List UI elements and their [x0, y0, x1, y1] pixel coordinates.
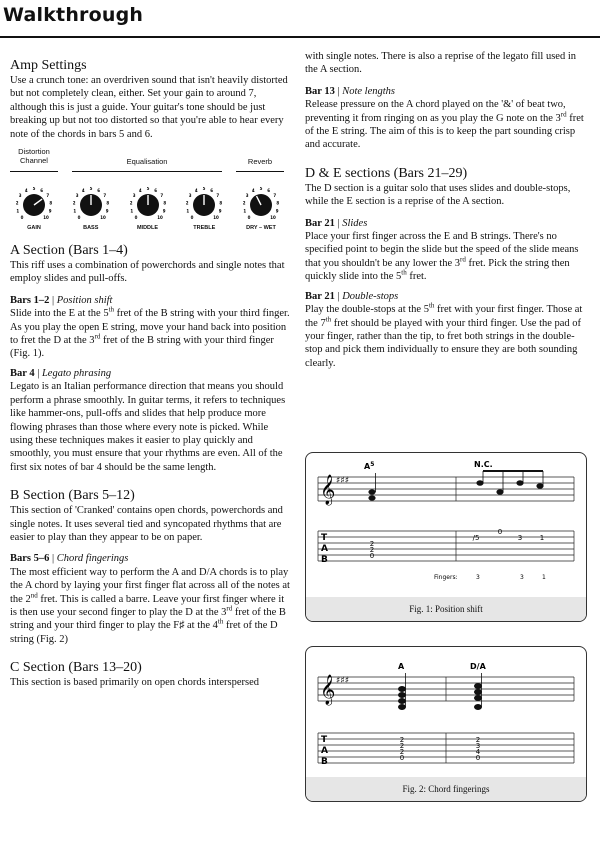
- knob-scale-tick: 0: [190, 215, 194, 221]
- knob-label: TREBLE: [193, 225, 216, 232]
- figure-2-notation: [306, 647, 586, 777]
- svg-text:0: 0: [399, 754, 405, 762]
- page-header: [0, 0, 600, 38]
- knob-scale-tick: 1: [186, 208, 190, 214]
- svg-text:B: B: [321, 555, 328, 565]
- knob-scale-tick: 5: [89, 187, 93, 192]
- bar-21-doublestops-title: Bar 21 | Double-stops: [305, 290, 399, 302]
- svg-text:0: 0: [475, 754, 481, 762]
- amp-group-labels: [10, 147, 292, 183]
- amp-settings-heading: Amp Settings: [10, 58, 87, 73]
- amp-settings-panel: [10, 147, 292, 231]
- reverb-rule: [236, 171, 284, 172]
- svg-text:2: 2: [369, 546, 375, 554]
- knob-scale-tick: 4: [81, 187, 85, 193]
- figure-1: [305, 452, 587, 622]
- bar-4-title: Bar 4 | Legato phrasing: [10, 367, 112, 379]
- svg-text:/5: /5: [472, 534, 480, 542]
- bars-5-6-title: Bars 5–6 | Chord fingerings: [10, 553, 129, 565]
- svg-text:4: 4: [475, 748, 481, 756]
- key-signature: ♯♯♯: [336, 476, 350, 486]
- knob-scale-tick: 8: [276, 200, 280, 206]
- chord-a-label: A: [398, 662, 405, 671]
- chord-a5-label: $A^5$: [364, 461, 375, 471]
- knob-scale-tick: 6: [210, 187, 214, 193]
- treble-clef-icon: 𝄞: [320, 475, 336, 505]
- knob-dial: [67, 187, 115, 223]
- knob-scale-tick: 2: [129, 200, 133, 206]
- knob-gain: [10, 187, 58, 231]
- knob-scale-tick: 9: [162, 208, 166, 214]
- knob-scale-tick: 0: [77, 215, 81, 221]
- chord-a-notes: [398, 673, 405, 710]
- bar-21-slides-body: Place your first finger across the E and B strings. There's no specified point to begin the slide but the speed of the slide means that you shouldn't be any lower the 3rd fret. Pick the string then quickly slide into the 5th fret.: [305, 231, 579, 283]
- svg-text:0: 0: [497, 528, 503, 536]
- bars-1-2-title: Bars 1–2 | Position shift: [10, 294, 113, 306]
- svg-text:2: 2: [399, 736, 405, 744]
- knob-scale-tick: 5: [259, 187, 263, 192]
- amp-settings-body: Use a crunch tone: an overdriven sound that isn't heavily distorted but not completely clean, either. Set your gain to around 7, although this is just a guide. Your guitar's tone should be just breaking up but not too distorted so that you're able to hear every note of the chords in bars 5 and 6.: [10, 75, 288, 140]
- knob-scale-tick: 10: [99, 215, 106, 221]
- knob-scale-tick: 9: [275, 208, 279, 214]
- knob-label: MIDDLE: [136, 225, 159, 232]
- knob-label: BASS: [83, 225, 99, 232]
- svg-text:3: 3: [475, 742, 481, 750]
- knob-scale-tick: 4: [251, 187, 255, 193]
- fingering-row: [434, 574, 546, 581]
- knob-scale-tick: 2: [72, 200, 76, 206]
- bar-13-title: Bar 13 | Note lengths: [305, 85, 396, 97]
- key-signature: ♯♯♯: [336, 676, 350, 686]
- treble-clef-icon: 𝄞: [320, 675, 336, 705]
- bar-13-body: Release pressure on the A chord played on the '&' of beat two, preventing it from ringing on as you play the G note on the 3rd fret of the E string. The aim of this is to keep the part sounding crisp and accurate.: [305, 99, 584, 151]
- knob-scale-tick: 3: [189, 193, 192, 199]
- knob-scale-tick: 3: [245, 193, 249, 199]
- svg-text:2: 2: [399, 742, 405, 750]
- svg-text:A: A: [321, 544, 328, 554]
- bar-21-slides-title: Bar 21 | Slides: [305, 217, 368, 229]
- figure-1-caption: Fig. 1: Position shift: [306, 597, 586, 621]
- knob-scale-tick: 5: [146, 187, 149, 192]
- a-section-heading: A Section (Bars 1–4): [10, 243, 128, 259]
- knob-scale-tick: 7: [103, 193, 106, 199]
- knob-scale-tick: 2: [15, 200, 19, 206]
- knob-scale-tick: 7: [216, 193, 220, 199]
- knob-middle: [124, 187, 172, 231]
- knob-scale-tick: 8: [219, 200, 223, 206]
- reverb-label: Reverb: [247, 157, 273, 167]
- de-section-heading: D & E sections (Bars 21–29): [305, 165, 468, 181]
- knob-dial: [180, 187, 228, 223]
- knob-scale-tick: 10: [213, 215, 220, 221]
- knob-scale-tick: 0: [20, 215, 24, 221]
- b-section-body: This section of 'Cranked' contains open chords, powerchords and single notes. It uses several tied and syncopated rhythms that are easier to play than they appear to be on paper.: [10, 505, 283, 543]
- knob-scale-tick: 7: [273, 193, 277, 199]
- knob-scale-tick: 2: [186, 200, 189, 206]
- knob-bass: [67, 187, 115, 231]
- knob-scale-tick: 0: [134, 215, 137, 221]
- knob-dial: [124, 187, 172, 223]
- de-section-body: The D section is a guitar solo that uses slides and double-stops, while the E section is a reprise of the A section.: [305, 182, 571, 208]
- knob-scale-tick: 8: [162, 200, 166, 206]
- knob-scale-tick: 0: [247, 215, 251, 221]
- svg-text:A: A: [321, 746, 328, 756]
- bar-4-body: Legato is an Italian performance direction that means you should perform a phrase smoothly. In guitar terms, it refers to techniques like hammer-ons, pull-offs and slides that help produce more flowing phrases than those where every note is picked. While using these techniques makes it easier to play quickly and smoothly, you must ensure that your rhythms are even. All of the first six notes of bar 4 should be the same length.: [10, 381, 286, 473]
- knob-scale-tick: 7: [46, 193, 50, 199]
- a-section-body: This riff uses a combination of powerchords and single notes that employ slides and pull-offs.: [10, 260, 285, 285]
- bars-5-6-body: The most efficient way to perform the A and D/A chords is to play the A chord by laying your first finger flat across all of the notes at the 2nd fret. This is called a barre. Leave your first finger where it is then use your second finger to play the D at the 3rd fret of the B string and your third finger to play the F♯ at the 4th fret of the D string (Fig. 2): [10, 566, 290, 645]
- knob-scale-tick: 10: [270, 215, 276, 221]
- knob-scale-tick: 10: [156, 215, 163, 221]
- svg-text:Fingers:: Fingers:: [434, 574, 458, 581]
- right-column: [305, 50, 589, 370]
- knob-scale-tick: 1: [16, 208, 20, 214]
- equalisation-rule: [72, 171, 222, 172]
- knob-label: GAIN: [27, 225, 41, 232]
- c-section-body-start: This section is based primarily on open chords interspersed: [10, 677, 260, 689]
- svg-text:3: 3: [476, 574, 480, 581]
- knob-scale-tick: 1: [243, 208, 247, 214]
- knob-scale-tick: 8: [49, 200, 53, 206]
- svg-text:3: 3: [520, 574, 524, 581]
- left-column: [10, 58, 292, 690]
- knob-row: [10, 187, 285, 231]
- knob-scale-tick: 3: [18, 193, 22, 199]
- knob-scale-tick: 9: [105, 208, 109, 214]
- knob-scale-tick: 5: [32, 187, 36, 192]
- svg-text:B: B: [321, 757, 328, 767]
- bar-21-doublestops-body: Play the double-stops at the 5th fret with your first finger. Those at the 7th fret should be played with your third finger. Use the pad of your finger, rather than the tip, to fret both strings in the double-stop and pick them individually to ensure they are both sounding clearly.: [305, 301, 583, 369]
- figure-2-caption: Fig. 2: Chord fingerings: [306, 777, 586, 801]
- svg-text:1: 1: [539, 534, 545, 542]
- svg-text:2: 2: [369, 540, 375, 548]
- knob-scale-tick: 5: [202, 187, 206, 192]
- knob-treble: [180, 187, 228, 231]
- knob-scale-tick: 6: [153, 187, 157, 193]
- knob-dial: [237, 187, 285, 223]
- b-section-heading: B Section (Bars 5–12): [10, 488, 135, 504]
- knob-scale-tick: 9: [219, 208, 222, 214]
- page-title: Walkthrough: [3, 4, 144, 26]
- knob-scale-tick: 8: [106, 200, 109, 206]
- knob-scale-tick: 3: [75, 193, 79, 199]
- figure-2-tab-numbers: [400, 736, 481, 762]
- knob-scale-tick: 1: [129, 208, 133, 214]
- knob-scale-tick: 1: [73, 208, 76, 214]
- knob-scale-tick: 3: [132, 193, 136, 199]
- knob-scale-tick: 6: [267, 187, 271, 193]
- bars-1-2-body: Slide into the E at the 5th fret of the B string with your third finger. As you play the open E string, move your hand back into position to fret the D at the 3rd fret of the B string with your third finger (Fig. 1).: [10, 305, 290, 360]
- knob-scale-tick: 2: [242, 200, 246, 206]
- knob-scale-tick: 4: [138, 187, 142, 193]
- tab-letters: [321, 533, 328, 565]
- figure-2: [305, 646, 587, 802]
- c-section-heading: C Section (Bars 13–20): [10, 660, 142, 676]
- knob-label: DRY – WET: [246, 225, 276, 232]
- knob-dry-wet: [237, 187, 285, 231]
- c-section-body-cont: with single notes. There is also a reprise of the legato fill used in the A section.: [305, 51, 576, 76]
- svg-text:T: T: [321, 735, 328, 745]
- knob-scale-tick: 10: [43, 215, 49, 221]
- distortion-rule: [10, 171, 58, 172]
- knob-scale-tick: 7: [159, 193, 163, 199]
- svg-text:T: T: [321, 533, 328, 543]
- knob-scale-tick: 9: [48, 208, 52, 214]
- svg-text:0: 0: [369, 552, 375, 560]
- knob-scale-tick: 4: [195, 187, 198, 193]
- svg-text:2: 2: [475, 736, 481, 744]
- equalisation-label: Equalisation: [126, 157, 168, 167]
- svg-text:3: 3: [517, 534, 523, 542]
- svg-text:1: 1: [542, 574, 546, 581]
- knob-scale-tick: 6: [97, 187, 100, 193]
- knob-scale-tick: 6: [40, 187, 44, 193]
- chord-nc-label: N.C.: [474, 460, 493, 469]
- distortion-label: Distortion Channel: [18, 147, 50, 166]
- figure-1-notation: [306, 453, 586, 597]
- tab-letters: [321, 735, 328, 767]
- svg-text:2: 2: [399, 748, 405, 756]
- knob-dial: [10, 187, 58, 223]
- chord-da-notes: [474, 673, 481, 710]
- knob-scale-tick: 4: [24, 187, 28, 193]
- chord-da-label: D/A: [470, 662, 486, 671]
